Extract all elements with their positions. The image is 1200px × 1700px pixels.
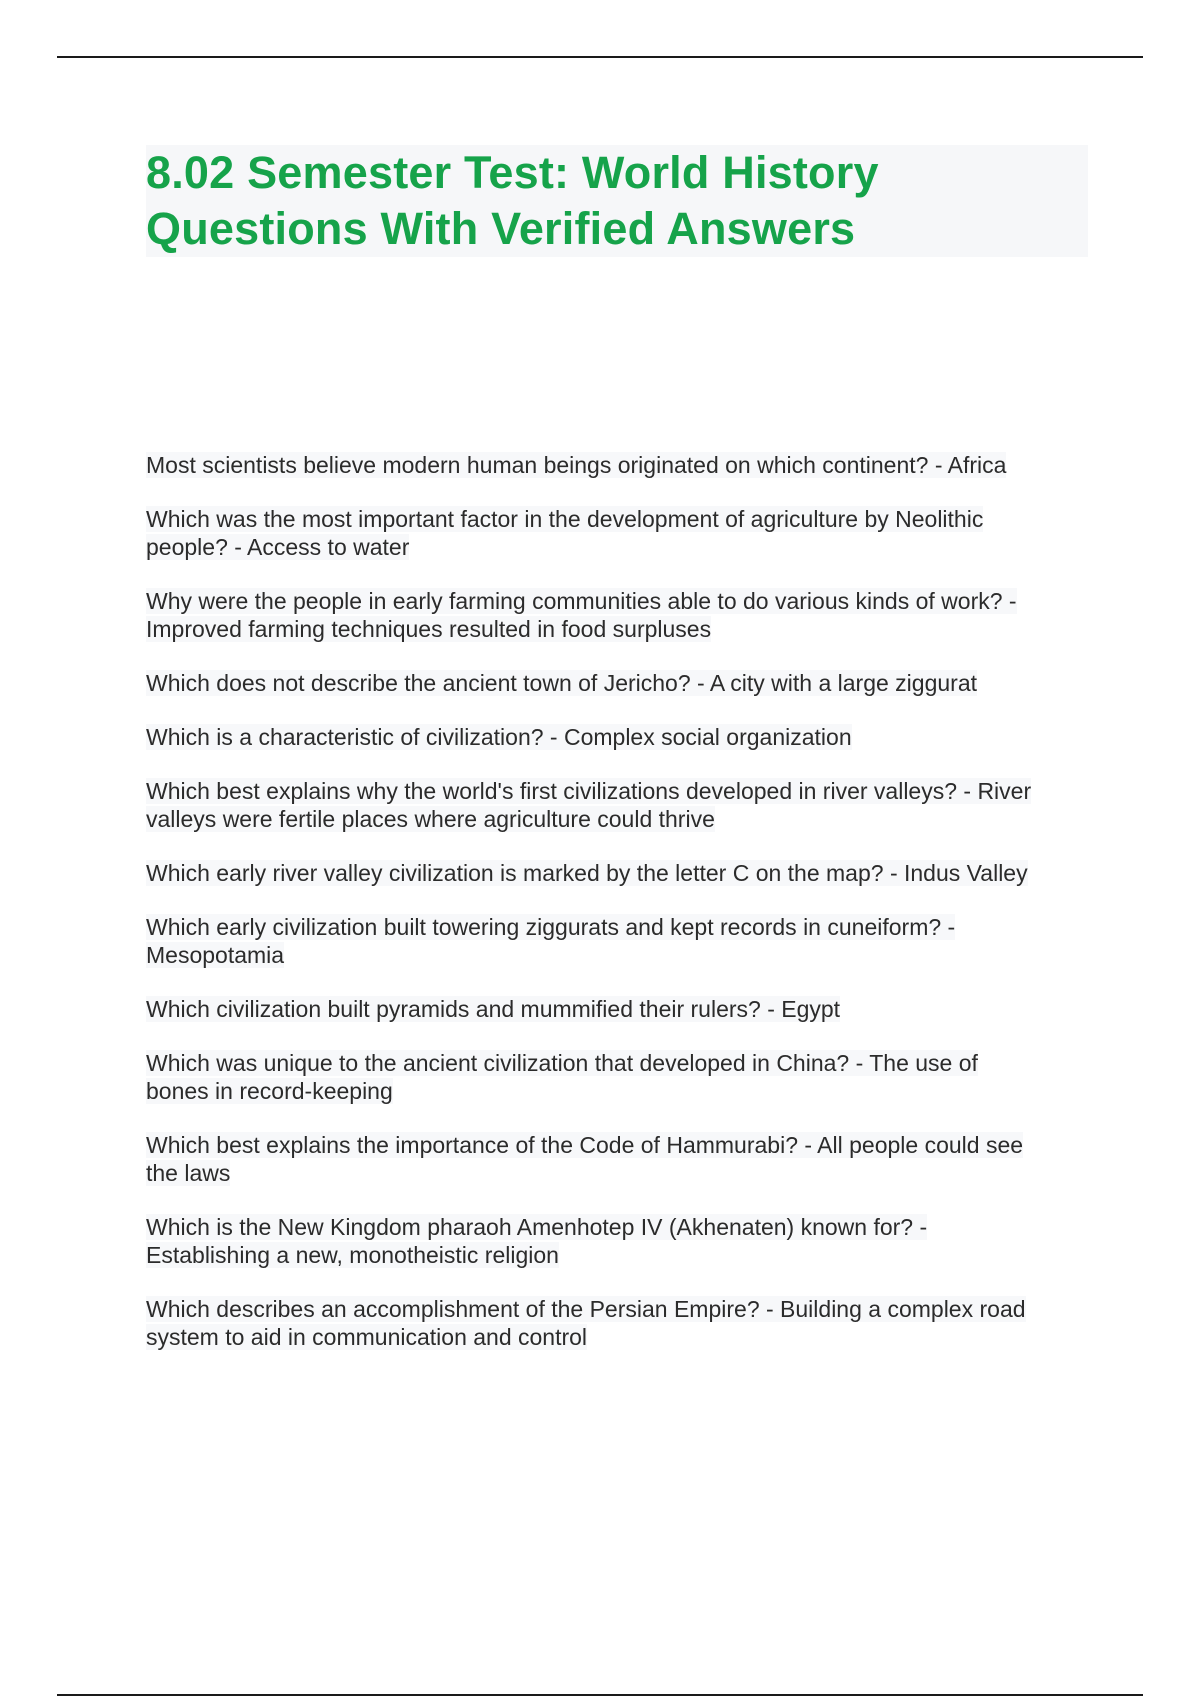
qa-item: [146, 777, 1086, 833]
qa-item: [146, 505, 1086, 561]
qa-item: [146, 1049, 1086, 1105]
question-answer-list: [146, 451, 1086, 1377]
qa-line: Which does not describe the ancient town of Jericho? - A city with a large ziggurat: [146, 670, 977, 696]
qa-item: [146, 995, 1086, 1023]
qa-line: Which describes an accomplishment of the Persian Empire? - Building a complex road: [146, 1296, 1026, 1322]
title-line-2: Questions With Verified Answers: [146, 203, 856, 254]
title-line-1: 8.02 Semester Test: World History: [146, 147, 879, 198]
qa-line: Improved farming techniques resulted in food surpluses: [146, 616, 712, 642]
qa-item: [146, 1295, 1086, 1351]
qa-line: Which early civilization built towering ziggurats and kept records in cuneiform? -: [146, 914, 956, 940]
qa-item: [146, 913, 1086, 969]
qa-line: Which is the New Kingdom pharaoh Amenhotep IV (Akhenaten) known for? -: [146, 1214, 928, 1240]
qa-line: Why were the people in early farming communities able to do various kinds of work? -: [146, 588, 1017, 614]
qa-item: [146, 1131, 1086, 1187]
qa-line: Which civilization built pyramids and mummified their rulers? - Egypt: [146, 996, 841, 1022]
qa-line: Which is a characteristic of civilization? - Complex social organization: [146, 724, 852, 750]
qa-line: Most scientists believe modern human beings originated on which continent? - Africa: [146, 452, 1007, 478]
bottom-rule: [57, 1694, 1143, 1696]
qa-line: Mesopotamia: [146, 942, 285, 968]
qa-line: system to aid in communication and control: [146, 1324, 588, 1350]
qa-item: [146, 1213, 1086, 1269]
qa-line: Which early river valley civilization is marked by the letter C on the map? - Indus Valley: [146, 860, 1028, 886]
top-rule: [57, 56, 1143, 58]
qa-item: [146, 451, 1086, 479]
qa-line: bones in record-keeping: [146, 1078, 393, 1104]
qa-item: [146, 669, 1086, 697]
qa-item: [146, 859, 1086, 887]
document-title: [146, 145, 1088, 257]
qa-item: [146, 723, 1086, 751]
qa-item: [146, 587, 1086, 643]
qa-line: Which best explains the importance of the Code of Hammurabi? - All people could see: [146, 1132, 1024, 1158]
qa-line: valleys were fertile places where agriculture could thrive: [146, 806, 715, 832]
qa-line: Which was unique to the ancient civilization that developed in China? - The use of: [146, 1050, 978, 1076]
title-block: [146, 145, 1088, 257]
qa-line: Which was the most important factor in the development of agriculture by Neolithic: [146, 506, 984, 532]
qa-line: people? - Access to water: [146, 534, 410, 560]
qa-line: the laws: [146, 1160, 231, 1186]
qa-line: Which best explains why the world's first civilizations developed in river valleys? - River: [146, 778, 1032, 804]
qa-line: Establishing a new, monotheistic religion: [146, 1242, 559, 1268]
